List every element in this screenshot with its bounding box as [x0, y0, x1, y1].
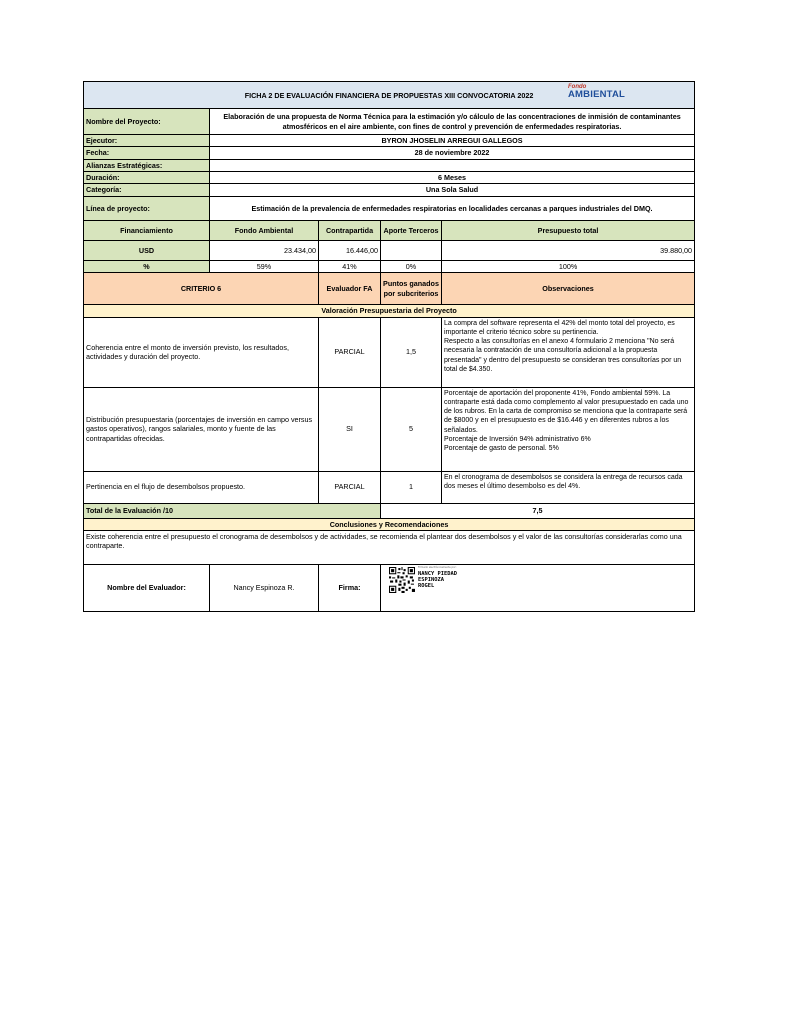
executor-row — [84, 135, 695, 147]
conclusions-title-row — [84, 518, 695, 530]
project-name-label: Nombre del Proyecto: — [84, 109, 210, 135]
pct-aporte-terceros: 0% — [381, 260, 442, 272]
date-value: 28 de noviembre 2022 — [210, 147, 695, 159]
total-label: Total de la Evaluación /10 — [84, 503, 381, 518]
criterion-points: 1,5 — [381, 317, 442, 387]
section-title-row — [84, 305, 695, 317]
sheet-title: FICHA 2 DE EVALUACIÓN FINANCIERA DE PROPUESTAS XIII CONVOCATORIA 2022 — [244, 91, 534, 100]
financing-header-row — [84, 220, 695, 240]
evaluator-row — [84, 564, 695, 611]
fondo-ambiental-header: Fondo Ambiental — [210, 220, 319, 240]
criterion-observations: La compra del software representa el 42% del monto total del proyecto, es importante el criterio técnico sobre su pertinencia. Respecto a las consultorías en el anexo 4 formulario 2 menciona "No será necesaria la contratación de una consultoría adicional a la propuesta presentada" y dentro del presupuesto se consideran tres consultorías por un total de $4.350. — [442, 317, 695, 387]
criterion-evaluator: PARCIAL — [319, 471, 381, 503]
executor-value: BYRON JHOSELIN ARREGUI GALLEGOS — [210, 135, 695, 147]
criterion-text: Coherencia entre el monto de inversión previsto, los resultados, actividades y duración del proyecto. — [84, 317, 319, 387]
puntos-header: Puntos ganados por subcriterios — [381, 273, 442, 305]
alliances-row — [84, 159, 695, 171]
category-label: Categoría: — [84, 184, 210, 196]
project-name-row — [84, 109, 695, 135]
criterion-points: 5 — [381, 387, 442, 471]
signature-line1: NANCY PIEDAD — [418, 570, 457, 577]
category-row — [84, 184, 695, 196]
financing-header: Financiamiento — [84, 220, 210, 240]
criteria-row — [84, 387, 695, 471]
usd-aporte-terceros — [381, 240, 442, 260]
logo-line2: AMBIENTAL — [568, 89, 626, 100]
criteria-header-row — [84, 273, 695, 305]
project-line-row — [84, 196, 695, 220]
signature-label: Firma: — [319, 564, 381, 611]
executor-label: Ejecutor: — [84, 135, 210, 147]
criterio-header: CRITERIO 6 — [84, 273, 319, 305]
total-value: 7,5 — [381, 503, 695, 518]
logo-line1: Fondo — [568, 84, 587, 90]
signature-small-text: Firmado electrónicamente por: — [418, 565, 457, 569]
header-row — [84, 82, 695, 109]
fondo-ambiental-logo — [568, 84, 626, 104]
date-label: Fecha: — [84, 147, 210, 159]
pct-label: % — [84, 260, 210, 272]
usd-contrapartida: 16.446,00 — [319, 240, 381, 260]
alliances-label: Alianzas Estratégicas: — [84, 159, 210, 171]
project-name-value: Elaboración de una propuesta de Norma Técnica para la estimación y/o cálculo de las concentraciones de inmisión de contaminantes atmosféricos en el aire ambiente, con fines de control y prevención de enfermedades respiratorias. — [210, 109, 695, 135]
contrapartida-header: Contrapartida — [319, 220, 381, 240]
aporte-terceros-header: Aporte Terceros — [381, 220, 442, 240]
signature-line2: ESPINOZA — [418, 577, 444, 584]
project-line-label: Línea de proyecto: — [84, 196, 210, 220]
criterion-text: Distribución presupuestaria (porcentajes de inversión en campo versus gastos operativos), rangos salariales, monto y fuente de las contrapartidas ofrecidas. — [84, 387, 319, 471]
total-row — [84, 503, 695, 518]
criterion-observations: En el cronograma de desembolsos se considera la entrega de recursos cada dos meses el último desembolso es del 4%. — [442, 471, 695, 503]
conclusions-title: Conclusiones y Recomendaciones — [84, 518, 695, 530]
criterion-evaluator: SI — [319, 387, 381, 471]
usd-row — [84, 240, 695, 260]
evaluador-header: Evaluador FA — [319, 273, 381, 305]
usd-presupuesto-total: 39.880,00 — [442, 240, 695, 260]
section-title: Valoración Presupuestaria del Proyecto — [84, 305, 695, 317]
pct-contrapartida: 41% — [319, 260, 381, 272]
conclusions-text-row — [84, 530, 695, 564]
criterion-text: Pertinencia en el flujo de desembolsos propuesto. — [84, 471, 319, 503]
usd-label: USD — [84, 240, 210, 260]
category-value: Una Sola Salud — [210, 184, 695, 196]
project-line-value: Estimación de la prevalencia de enfermedades respiratorias en localidades cercanas a parques industriales del DMQ. — [210, 196, 695, 220]
evaluation-table — [83, 81, 695, 612]
criteria-row — [84, 471, 695, 503]
conclusions-text: Existe coherencia entre el presupuesto el cronograma de desembolsos y de actividades, se recomienda el plantear dos desembolsos y el valor de las consultorías considerarlas como una contraparte. — [84, 530, 695, 564]
date-row — [84, 147, 695, 159]
pct-row — [84, 260, 695, 272]
duration-label: Duración: — [84, 172, 210, 184]
observaciones-header: Observaciones — [442, 273, 695, 305]
criterion-evaluator: PARCIAL — [319, 317, 381, 387]
pct-fondo-ambiental: 59% — [210, 260, 319, 272]
alliances-value — [210, 159, 695, 171]
presupuesto-total-header: Presupuesto total — [442, 220, 695, 240]
evaluation-sheet — [83, 81, 694, 612]
signature-name — [418, 571, 457, 590]
criterion-observations: Porcentaje de aportación del proponente 41%, Fondo ambiental 59%. La contraparte está dada como complemento al valor presupuestado en cada uno de los rubros. En la carta de compromiso se menciona que la contraparte será de $8000 y en el presupuesto es de $16.446 y en diferentes rubros a los señalados. Porcentaje de Inversión 94% administrativo 6% Porcentaje de gasto de personal. 5% — [442, 387, 695, 471]
duration-value: 6 Meses — [210, 172, 695, 184]
signature-line3: ROGEL — [418, 583, 435, 590]
evaluator-label: Nombre del Evaluador: — [84, 564, 210, 611]
duration-row — [84, 172, 695, 184]
criterion-points: 1 — [381, 471, 442, 503]
evaluator-name: Nancy Espinoza R. — [210, 564, 319, 611]
usd-fondo-ambiental: 23.434,00 — [210, 240, 319, 260]
criteria-row — [84, 317, 695, 387]
electronic-signature — [381, 565, 694, 609]
qr-code-icon — [389, 567, 415, 593]
pct-presupuesto-total: 100% — [442, 260, 695, 272]
